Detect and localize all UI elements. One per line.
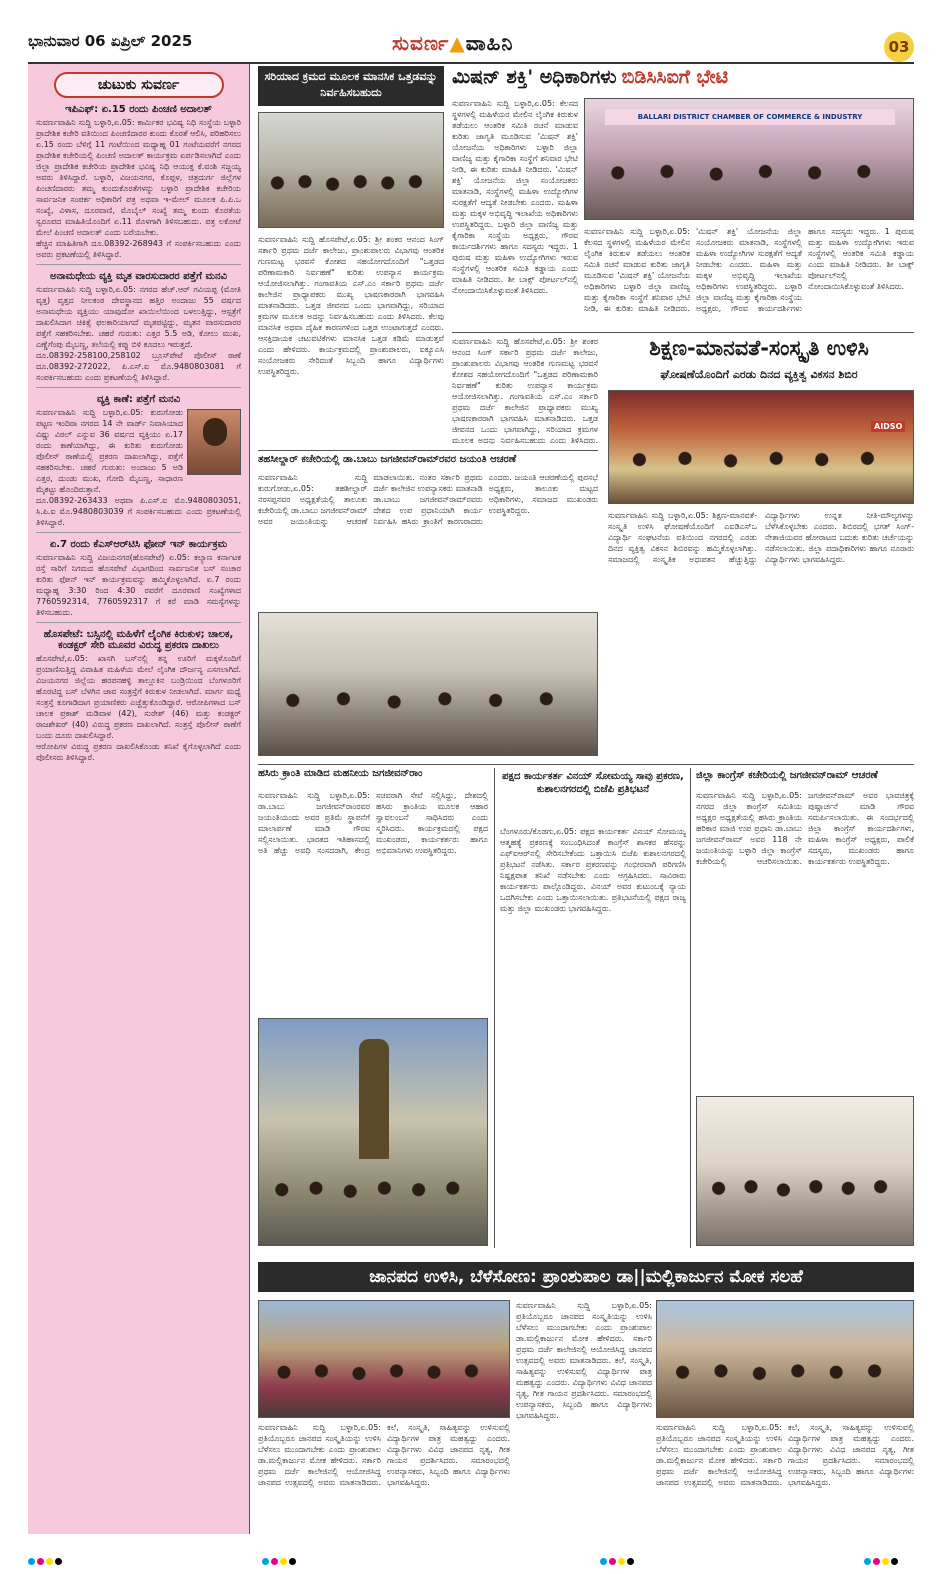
brief-contact: ಆರೋಪಿಗಳ ವಿರುದ್ಧ ಪ್ರಕರಣ ದಾಖಲಿಸಿಕೊಂಡು ತನಿಖೆ ಕೈಗೊಳ್ಳಲಾಗಿದೆ ಎಂದು ಪೊಲೀಸರು ತಿಳಿಸಿದ್ದಾರೆ. xyxy=(36,742,241,762)
shikshana-headline xyxy=(604,336,914,366)
sidebar-title: ಚುಟುಕು ಸುವರ್ಣ xyxy=(54,72,224,98)
statue-figure xyxy=(359,1039,389,1159)
mission-body-cont: ಸುವರ್ಣವಾಹಿನಿ ಸುದ್ದಿ ಹೊಸಪೇಟೆ,ಏ.05: ಶ್ರೀ ಶಂಕರ ಆನಂದ ಸಿಂಗ್ ಸರ್ಕಾರಿ ಪ್ರಥಮ ದರ್ಜೆ ಕಾಲೇಜು, ಪ್ರಾಂಶುಪಾಲರು ವಿಭಾಗವು ಆಂತರಿಕ ಗುಣಮಟ್ಟ ಭರವಸೆ ಕೋಶದ ಸಹಯೋಗದೊಂದಿಗೆ "ಒತ್ತಡದ ಪರಿಣಾಮಕಾರಿ ನಿರ್ವಹಣೆ" ಕುರಿತು ಉಪನ್ಯಾಸ ಕಾರ್ಯಕ್ರಮ ಆಯೋಜಿಸಲಾಗಿತ್ತು. ಗಂಗಾವತಿಯ ಎಸ್.ಎಂ ಸರ್ಕಾರಿ ಪ್ರಥಮ ದರ್ಜೆ ಕಾಲೇಜಿನ ಪ್ರಾಧ್ಯಾಪಕರು ಮುಖ್ಯ ಭಾಷಣಕಾರರಾಗಿ ಭಾಗವಹಿಸಿ ಮಾತನಾಡಿದರು. ಒತ್ತಡ ಜೀವನದ ಒಂದು ಭಾಗವಾಗಿದ್ದು, ಸರಿಯಾದ ಕ್ರಮಗಳ ಮೂಲಕ ಅದನ್ನು ನಿರ್ವಹಿಸಬಹುದು ಎಂದು ತಿಳಿಸಿದರು. xyxy=(452,337,598,444)
people-figures xyxy=(657,1353,913,1417)
brief-article xyxy=(36,271,241,383)
mission-photo-banner: BALLARI DISTRICT CHAMBER OF COMMERCE & INDUSTRY xyxy=(605,109,895,125)
brief-body: ಸುವರ್ಣವಾಹಿನಿ ಸುದ್ದಿ ಬಳ್ಳಾರಿ,ಏ.05: ಕಾರ್ಮಿಕರ ಭವಿಷ್ಯ ನಿಧಿ ಸಂಸ್ಥೆಯ ಬಳ್ಳಾರಿ ಪ್ರಾದೇಶಿಕ ಕಚೇರಿ ವತಿಯಿಂದ ಪಿಂಚಣಿದಾರರ ಕುಂದು ಕೊರತೆ ಆಲಿಸಿ, ಪರಿಹರಿಸಲು ಏ.15 ರಂದು ಬೆಳಿಗ್ಗೆ 11 ಗಂಟೆಯಿಂದ ಮಧ್ಯಾಹ್ನ 01 ಗಂಟೆಯವರೆಗೆ ನಗರದ ಪ್ರಾದೇಶಿಕ ಕಚೇರಿಯಲ್ಲಿ ಪಿಂಚಣಿ ಅದಾಲತ್ ಕಾರ್ಯಕ್ರಮ ಏರ್ಪಡಿಸಲಾಗಿದೆ ಎಂದು ಜಿಲ್ಲಾ ಪ್ರಾದೇಶಿಕ ಕಚೇರಿಯ ಪ್ರಾದೇಶಿಕ ಭವಿಷ್ಯ ನಿಧಿ ಆಯುಕ್ತ ಕೆ.ವಂಶಿ ಸಜ್ಜಯ್ಯ ಅವರು ತಿಳಿಸಿದ್ದಾರೆ. ಬಳ್ಳಾರಿ, ವಿಜಯನಗರ, ಕೊಪ್ಪಳ, ಚಿತ್ರದುರ್ಗ ಜಿಲ್ಲೆಗಳ ಪಿಂಚಣಿದಾರರು ತಮ್ಮ ಕುಂದುಕೊರತೆಗಳನ್ನು ಬಳ್ಳಾರಿ ಪ್ರಾದೇಶಿಕ ಕಚೇರಿಯ ಸಾರ್ವಜನಿಕ ಸಂಪರ್ಕ ಅಧಿಕಾರಿಗೆ ಪತ್ರ ಅಥವಾ ಇ-ಮೇಲ್ ಮೂಲಕ ಪಿ.ಪಿ.ಒ ಸಂಖ್ಯೆ, ವಿಳಾಸ, ದೂರವಾಣಿ, ಮೊಬೈಲ್ ಸಂಖ್ಯೆ ತಮ್ಮ ಕುಂದು ಕೊರತೆಯ ಸ್ವರೂಪದ ಮಾಹಿತಿಯೊಂದಿಗೆ ಏ.11 ರೊಳಗಾಗಿ ತಿಳಿಸಬಹುದು. ಪತ್ರ ಲಕೋಟೆ ಮೇಲೆ ಪಿಂಚಣಿ ಅದಾಲತ್ ಎಂದು ಬರೆಯಬೇಕು. xyxy=(36,118,241,237)
congress-headline: ಜಿಲ್ಲಾ ಕಾಂಗ್ರೆಸ್ ಕಚೇರಿಯಲ್ಲಿ ಜಗಜೀವನ್‌ರಾಮ್ ಆಚರಣೆ xyxy=(696,770,878,781)
hasiru-photo xyxy=(258,1018,488,1246)
people-figures xyxy=(259,164,443,227)
janapada-photo-2 xyxy=(656,1300,914,1418)
bjp-headline: ಪಕ್ಷದ ಕಾರ್ಯಕರ್ತ ವಿನಯ್ ಸೋಮಯ್ಯ ಸಾವು ಪ್ರಕರಣ, ಕುಶಾಲನಗರದಲ್ಲಿ ಬಿಜೆಪಿ ಪ್ರತಿಭಟನೆ xyxy=(502,771,684,795)
brief-divider xyxy=(36,264,241,265)
stress-photo xyxy=(258,112,444,228)
aidso-tag: AIDSO xyxy=(871,421,905,432)
tahasildar-headline: ತಹಸೀಲ್ದಾರ್ ಕಚೇರಿಯಲ್ಲಿ ಡಾ.ಬಾಬು ಜಗಜೀವನ್‌ರಾಮ್‌ರವರ ಜಯಂತಿ ಆಚರಣೆ xyxy=(258,450,598,468)
brief-headline: ಇಪಿಎಫ್: ಏ.15 ರಂದು ಪಿಂಚಣಿ ಅದಾಲತ್ xyxy=(65,104,212,115)
missing-person-photo xyxy=(187,409,241,475)
mission-headline-part1: ಮಿಷನ್ ಶಕ್ತಿ' ಅಧಿಕಾರಿಗಳು xyxy=(452,66,617,88)
brief-body: ಸುವರ್ಣವಾಹಿನಿ ಸುದ್ದಿ ವಿಜಯನಗರ(ಹೊಸಪೇಟೆ) ಏ.05: ಕಲ್ಯಾಣ ಕರ್ನಾಟಕ ರಸ್ತೆ ಸಾರಿಗೆ ನಿಗಮದ ಹೊಸಪೇಟೆ ವಿಭಾಗದಿಂದ ಸಾರ್ವಜನಿಕ ಬಸ್ ಸಂಚಾರ ಕುರಿತು ಫೋನ್ ಇನ್ ಕಾರ್ಯಕ್ರಮವನ್ನು ಹಮ್ಮಿಕೊಳ್ಳಲಾಗಿದೆ. ಏ.7 ರಂದು ಮಧ್ಯಾಹ್ನ 3:30 ರಿಂದ 4:30 ರವರೆಗೆ ದೂರವಾಣಿ ಸಂಖ್ಯೆಗಳಾದ 7760592314, 7760592317 ಗೆ ಕರೆ ಮಾಡಿ ಸಮಸ್ಯೆಗಳನ್ನು ತಿಳಿಸಬಹುದು. xyxy=(36,553,241,617)
janapada-headline: ಜಾನಪದ ಉಳಿಸಿ, ಬೆಳೆಸೋಣ: ಪ್ರಾಂಶುಪಾಲ ಡಾ||ಮಲ್ಲಿಕಾರ್ಜುನ ಮೋಕ ಸಲಹೆ xyxy=(258,1262,914,1292)
brief-divider xyxy=(36,532,241,533)
people-figures xyxy=(259,677,597,755)
mission-headline xyxy=(452,66,914,96)
mission-headline-part2: ಬಿಡಿಸಿಸಿಐಗೆ ಭೇಟಿ xyxy=(621,66,729,88)
brief-headline: ಅನಾಮಧೇಯ ವ್ಯಕ್ತಿ ಮೃತ ವಾರಸುದಾರರ ಪತ್ತೆಗೆ ಮನವಿ xyxy=(50,271,227,282)
mission-body-2: ಸುವರ್ಣವಾಹಿನಿ ಸುದ್ದಿ ಬಳ್ಳಾರಿ,ಏ.05: ಕೆಲಸದ ಸ್ಥಳಗಳಲ್ಲಿ ಮಹಿಳೆಯರ ಮೇಲಿನ ಲೈಂಗಿಕ ಕಿರುಕುಳ ತಡೆಯಲು ಆಂತರಿಕ ಸಮಿತಿ ರಚನೆ ಮಾಡುವ ಕುರಿತು ಜಾಗೃತಿ ಮೂಡಿಸುವ 'ಮಿಷನ್ ಶಕ್ತಿ' ಯೋಜನೆಯ ಅಧಿಕಾರಿಗಳು ಬಳ್ಳಾರಿ ಜಿಲ್ಲಾ ವಾಣಿಜ್ಯ ಮತ್ತು ಕೈಗಾರಿಕಾ ಸಂಸ್ಥೆಗೆ ಶನಿವಾರ ಭೇಟಿ ನೀಡಿ, ಈ ಕುರಿತು ಮಾಹಿತಿ ನೀಡಿದರು. 'ಮಿಷನ್ ಶಕ್ತಿ' ಯೋಜನೆಯ ಜಿಲ್ಲಾ ಸಂಯೋಜಕರು ಮಾತನಾಡಿ, ಸಂಸ್ಥೆಗಳಲ್ಲಿ ಮಹಿಳಾ ಉದ್ಯೋಗಿಗಳ ಸುರಕ್ಷತೆಗೆ ಆದ್ಯತೆ ನೀಡಬೇಕು ಎಂದರು. ಮಹಿಳಾ ಮತ್ತು ಮಕ್ಕಳ ಅಭಿವೃದ್ಧಿ ಇಲಾಖೆಯ ಅಧಿಕಾರಿಗಳು ಉಪಸ್ಥಿತರಿದ್ದರು. ಬಳ್ಳಾರಿ ಜಿಲ್ಲಾ ವಾಣಿಜ್ಯ ಮತ್ತು ಕೈಗಾರಿಕಾ ಸಂಸ್ಥೆಯ ಅಧ್ಯಕ್ಷರು, ಗೌರವ ಕಾರ್ಯದರ್ಶಿಗಳು ಹಾಗೂ ಸದಸ್ಯರು ಇದ್ದರು. 1 ಪುರುಷ ಮತ್ತು ಮಹಿಳಾ ಉದ್ಯೋಗಿಗಳು ಇರುವ ಸಂಸ್ಥೆಗಳಲ್ಲಿ ಆಂತರಿಕ ಸಮಿತಿ ಕಡ್ಡಾಯ ಎಂದು ಮಾಹಿತಿ ನೀಡಿದರು. ಶೀ ಬಾಕ್ಸ್ ಪೋರ್ಟಲ್‌ನಲ್ಲಿ ನೋಂದಾಯಿಸಿಕೊಳ್ಳುವಂತೆ ತಿಳಿಸಿದರು. xyxy=(584,227,914,313)
print-registration-marks xyxy=(600,1550,636,1560)
shikshana-body: ಸುವರ್ಣವಾಹಿನಿ ಸುದ್ದಿ ಬಳ್ಳಾರಿ,ಏ.05: ಶಿಕ್ಷಣ-ಮಾನವತೆ-ಸಂಸ್ಕೃತಿ ಉಳಿಸಿ ಘೋಷಣೆಯೊಂದಿಗೆ ಎಐಡಿಎಸ್‌ಒ ವಿದ್ಯಾರ್ಥಿ ಸಂಘಟನೆಯ ವತಿಯಿಂದ ನಗರದಲ್ಲಿ ಎರಡು ದಿನದ ವ್ಯಕ್ತಿತ್ವ ವಿಕಸನ ಶಿಬಿರವನ್ನು ಹಮ್ಮಿಕೊಳ್ಳಲಾಗಿತ್ತು. ಸಮಾಜದಲ್ಲಿ ಸಂಸ್ಕೃತಿಕ ಅಧಃಪತನ ಹೆಚ್ಚುತ್ತಿದ್ದು ವಿದ್ಯಾರ್ಥಿಗಳು ಉನ್ನತ ನೀತಿ-ಮೌಲ್ಯಗಳನ್ನು ಬೆಳೆಸಿಕೊಳ್ಳಬೇಕು ಎಂದರು. ಶಿಬಿರದಲ್ಲಿ ಭಗತ್ ಸಿಂಗ್-ನೇತಾಜಿಯವರ ಹೋರಾಟದ ಬದುಕು ಕುರಿತು ಚರ್ಚೆಯನ್ನು ನಡೆಸಲಾಯಿತು. ಜಿಲ್ಲಾ ಪದಾಧಿಕಾರಿಗಳು ಹಾಗೂ ನೂರಾರು ವಿದ್ಯಾರ್ಥಿಗಳು ಭಾಗವಹಿಸಿದ್ದರು. xyxy=(608,511,914,564)
janapada-body-3: ಸುವರ್ಣವಾಹಿನಿ ಸುದ್ದಿ ಬಳ್ಳಾರಿ,ಏ.05: ಪ್ರತಿಯೊಬ್ಬರೂ ಜಾನಪದ ಸಂಸ್ಕೃತಿಯನ್ನು ಉಳಿಸಿ ಬೆಳೆಸಲು ಮುಂದಾಗಬೇಕು ಎಂದು ಪ್ರಾಂಶುಪಾಲ ಡಾ.ಮಲ್ಲಿಕಾರ್ಜುನ ಮೋಕ ಹೇಳಿದರು. ಸರ್ಕಾರಿ ಪ್ರಥಮ ದರ್ಜೆ ಕಾಲೇಜಿನಲ್ಲಿ ಆಯೋಜಿಸಿದ್ದ ಜಾನಪದ ಉತ್ಸವದಲ್ಲಿ ಅವರು ಮಾತನಾಡಿದರು. ಕಲೆ, ಸಂಸ್ಕೃತಿ, ಸಾಹಿತ್ಯವನ್ನು ಉಳಿಸುವಲ್ಲಿ ವಿದ್ಯಾರ್ಥಿಗಳ ಪಾತ್ರ ಮಹತ್ವದ್ದು ಎಂದರು. ವಿದ್ಯಾರ್ಥಿಗಳು ವಿವಿಧ ಜಾನಪದ ನೃತ್ಯ, ಗೀತ ಗಾಯನ ಪ್ರದರ್ಶಿಸಿದರು. ಸಮಾರಂಭದಲ್ಲಿ ಉಪನ್ಯಾಸಕರು, ಸಿಬ್ಬಂದಿ ಹಾಗೂ ವಿದ್ಯಾರ್ಥಿಗಳು ಭಾಗವಹಿಸಿದ್ದರು. xyxy=(656,1423,914,1487)
shikshana-title: ಶಿಕ್ಷಣ-ಮಾನವತೆ-ಸಂಸ್ಕೃತಿ ಉಳಿಸಿ xyxy=(649,336,869,360)
bjp-body: ಬೆಂಗಳೂರು/ಕೊಡಗು,ಏ.05: ಪಕ್ಷದ ಕಾರ್ಯಕರ್ತ ವಿನಯ್ ಸೋಮಯ್ಯ ಆತ್ಮಹತ್ಯೆ ಪ್ರಕರಣಕ್ಕೆ ಸಂಬಂಧಿಸಿದಂತೆ ಕಾಂಗ್ರೆಸ್ ಶಾಸಕರ ಹೆಸರನ್ನು ಎಫ್‌ಐಆರ್‌ನಲ್ಲಿ ಸೇರಿಸಬೇಕೆಂದು ಒತ್ತಾಯಿಸಿ ಬಿಜೆಪಿ ಕುಶಾಲನಗರದಲ್ಲಿ ಪ್ರತಿಭಟನೆ ನಡೆಸಿತು. ಸರ್ಕಾರ ಪ್ರಕರಣವನ್ನು ಗಂಭೀರವಾಗಿ ಪರಿಗಣಿಸಿ ನಿಷ್ಪಕ್ಷಪಾತ ತನಿಖೆ ನಡೆಸಬೇಕು ಎಂದು ಆಗ್ರಹಿಸಿದರು. ಸಾವಿರಾರು ಕಾರ್ಯಕರ್ತರು ಪಾಲ್ಗೊಂಡಿದ್ದರು. ವಿನಯ್ ಅವರ ಕುಟುಂಬಕ್ಕೆ ನ್ಯಾಯ ಒದಗಿಸಬೇಕು ಎಂದು ಒತ್ತಾಯಿಸಲಾಯಿತು. ಪ್ರತಿಭಟನೆಯಲ್ಲಿ ಪಕ್ಷದ ರಾಜ್ಯ ಮತ್ತು ಜಿಲ್ಲಾ ಮುಖಂಡರು ಭಾಗವಹಿಸಿದ್ದರು. xyxy=(500,827,686,913)
brand-part2: ವಾಹಿನಿ xyxy=(465,31,514,55)
congress-body: ಸುವರ್ಣವಾಹಿನಿ ಸುದ್ದಿ ಬಳ್ಳಾರಿ,ಏ.05: ನಗರದ ಜಿಲ್ಲಾ ಕಾಂಗ್ರೆಸ್ ಸಮಿತಿಯ ಅಧ್ಯಕ್ಷರ ಅಧ್ಯಕ್ಷತೆಯಲ್ಲಿ ಹಸಿರು ಕ್ರಾಂತಿಯ ಹರಿಕಾರ ಮಾಜಿ ಉಪ ಪ್ರಧಾನಿ ಡಾ.ಬಾಬು ಜಗಜೀವನ್‌ರಾಮ್ ಅವರ 118 ನೇ ಜಯಂತಿಯನ್ನು ಬಳ್ಳಾರಿ ಜಿಲ್ಲಾ ಕಾಂಗ್ರೆಸ್ ಕಚೇರಿಯಲ್ಲಿ ಆಚರಿಸಲಾಯಿತು. ಜಗಜೀವನ್‌ರಾಮ್ ಅವರ ಭಾವಚಿತ್ರಕ್ಕೆ ಪುಷ್ಪಾರ್ಚನೆ ಮಾಡಿ ಗೌರವ ಸಮರ್ಪಿಸಲಾಯಿತು. ಈ ಸಂದರ್ಭದಲ್ಲಿ ಜಿಲ್ಲಾ ಕಾಂಗ್ರೆಸ್ ಕಾರ್ಯದರ್ಶಿಗಳು, ಮಹಿಳಾ ಕಾಂಗ್ರೆಸ್ ಅಧ್ಯಕ್ಷರು, ಪಾಲಿಕೆ ಸದಸ್ಯರು, ಮುಖಂಡರು ಹಾಗೂ ಕಾರ್ಯಕರ್ತರು ಉಪಸ್ಥಿತರಿದ್ದರು. xyxy=(696,791,914,866)
stress-headline: ಸರಿಯಾದ ಕ್ರಮದ ಮೂಲಕ ಮಾನಸಿಕ ಒತ್ತಡವನ್ನು ನಿರ್ವಹಿಸಬಹುದು xyxy=(258,66,444,106)
masthead xyxy=(0,0,945,62)
hasiru-headline: ಹಸಿರು ಕ್ರಾಂತಿ ಮಾಡಿದ ಮಹನೀಯ ಜಗಜೀವನ್‌ರಾಂ xyxy=(258,768,423,779)
brief-divider xyxy=(36,622,241,623)
brief-article xyxy=(36,629,241,763)
section-rule xyxy=(452,332,914,333)
brief-headline: ವ್ಯಕ್ತಿ ಕಾಣೆ: ಪತ್ತೆಗೆ ಮನವಿ xyxy=(96,394,181,405)
brief-divider xyxy=(36,387,241,388)
brand-part1: ಸುವರ್ಣ xyxy=(392,31,450,55)
brief-headline: ಏ.7 ರಂದು ಕೆಎಸ್‌ಆರ್‌ಟಿಸಿ ಫೋನ್ ಇನ್ ಕಾರ್ಯಕ್ರಮ xyxy=(49,539,228,550)
people-figures xyxy=(609,441,913,503)
shikshana-subheadline: ಘೋಷಣೆಯೊಂದಿಗೆ ಎರಡು ದಿನದ ವ್ಯಕ್ತಿತ್ವ ವಿಕಸನ ಶಿಬಿರ xyxy=(660,368,858,381)
mission-photo xyxy=(584,98,914,220)
brief-article xyxy=(36,104,241,260)
sidebar-briefs xyxy=(28,64,250,1534)
brief-contact: ದೂ.08392-263433 ಅಥವಾ ಪಿ.ಎಸ್.ಐ ಮೊ.9480803051, ಸಿ.ಪಿ.ಐ ಮೊ.9480803039 ಗೆ ಸಂಪರ್ಕಿಸಬಹುದು ಎಂದು ಪ್ರಕಟಣೆಯಲ್ಲಿ ತಿಳಿಸಿದ್ದಾರೆ. xyxy=(36,496,241,527)
brief-contact: ಹೆಚ್ಚಿನ ಮಾಹಿತಿಗಾಗಿ ದೂ.08392-268943 ಗೆ ಸಂಪರ್ಕಿಸಬಹುದು ಎಂದು ಅವರು ಪ್ರಕಟಣೆಯಲ್ಲಿ ತಿಳಿಸಿದ್ದಾರೆ. xyxy=(36,239,241,259)
people-figures xyxy=(259,1166,487,1245)
hasiru-body: ಸುವರ್ಣವಾಹಿನಿ ಸುದ್ದಿ ಬಳ್ಳಾರಿ,ಏ.05: ಡಾ.ಬಾಬು ಜಗಜೀವನ್‌ರಾಂರವರ ಜಯಂತಿಯಂದು ಅವರ ಪ್ರತಿಮೆ ಸ್ಥಾಪನೆಗೆ ಮಾಲಾರ್ಪಣೆ ಮಾಡಿ ಗೌರವ ಸಲ್ಲಿಸಲಾಯಿತು. ಭಾರತದ ಇತಿಹಾಸದಲ್ಲಿ ಅತಿ ಹೆಚ್ಚು ಅವಧಿ ಸಂಸದರಾಗಿ, ಕೇಂದ್ರ ಸಚಿವರಾಗಿ ಸೇವೆ ಸಲ್ಲಿಸಿದ್ದು, ದೇಶದಲ್ಲಿ ಹಸಿರು ಕ್ರಾಂತಿಯ ಮೂಲಕ ಆಹಾರ ಸ್ವಾವಲಂಬನೆ ಸಾಧಿಸಿದರು ಎಂದು ಸ್ಮರಿಸಿದರು. ಕಾರ್ಯಕ್ರಮದಲ್ಲಿ ಪಕ್ಷದ ಮುಖಂಡರು, ಕಾರ್ಯಕರ್ತರು ಹಾಗೂ ಅಭಿಮಾನಿಗಳು ಉಪಸ್ಥಿತರಿದ್ದರು. xyxy=(258,791,488,855)
print-registration-marks xyxy=(262,1550,298,1560)
brand-logo xyxy=(392,31,514,55)
brief-body: ಸುವರ್ಣವಾಹಿನಿ ಸುದ್ದಿ ಬಳ್ಳಾರಿ,ಏ.05: ನಗರದ ಹೆಚ್.ಆರ್ ಗವಿಯಪ್ಪ (ಮೋತಿ ವೃತ್ತ) ವೃತ್ತದ ನೀಲಕಂಠ ದೇವಸ್ಥಾನದ ಹತ್ತಿರ ಅಂದಾಜು 55 ವರ್ಷದ ಅನಾಮಧೇಯ ವ್ಯಕ್ತಿಯು ಯಾವುದೋ ಖಾಯಿಲೆಯಿಂದ ಬಳಲುತ್ತಿದ್ದು, ಆಸ್ಪತ್ರೆಗೆ ದಾಖಲಿಸಿದಾಗ ಚಿಕಿತ್ಸೆ ಫಲಕಾರಿಯಾಗದೆ ಮೃತಪಟ್ಟಿದ್ದು, ಮೃತನ ವಾರಸುದಾರರ ಪತ್ತೆಗೆ ಸಹಕರಿಸಬೇಕು. ಚಹರೆ ಗುರುತು: ಎತ್ತರ 5.5 ಅಡಿ, ಕೋಲು ಮುಖ, ಎಣ್ಣೆಗೆಂಪು ಮೈಬಣ್ಣ, ತಲೆಯಲ್ಲಿ ಕಪ್ಪು ಬಿಳಿ ಕೂದಲು ಇರುತ್ತದೆ. xyxy=(36,285,241,349)
column-rule xyxy=(494,768,495,1248)
people-figures xyxy=(259,1353,509,1417)
print-registration-marks xyxy=(28,1550,64,1560)
sidebar-articles xyxy=(36,104,241,763)
janapada-photo-1 xyxy=(258,1300,510,1418)
tahasildar-photo xyxy=(258,612,598,756)
people-figures xyxy=(585,153,913,219)
janapada-body-2: ಸುವರ್ಣವಾಹಿನಿ ಸುದ್ದಿ ಬಳ್ಳಾರಿ,ಏ.05: ಪ್ರತಿಯೊಬ್ಬರೂ ಜಾನಪದ ಸಂಸ್ಕೃತಿಯನ್ನು ಉಳಿಸಿ ಬೆಳೆಸಲು ಮುಂದಾಗಬೇಕು ಎಂದು ಪ್ರಾಂಶುಪಾಲ ಡಾ.ಮಲ್ಲಿಕಾರ್ಜುನ ಮೋಕ ಹೇಳಿದರು. ಸರ್ಕಾರಿ ಪ್ರಥಮ ದರ್ಜೆ ಕಾಲೇಜಿನಲ್ಲಿ ಆಯೋಜಿಸಿದ್ದ ಜಾನಪದ ಉತ್ಸವದಲ್ಲಿ ಅವರು ಮಾತನಾಡಿದರು. ಕಲೆ, ಸಂಸ್ಕೃತಿ, ಸಾಹಿತ್ಯವನ್ನು ಉಳಿಸುವಲ್ಲಿ ವಿದ್ಯಾರ್ಥಿಗಳ ಪಾತ್ರ ಮಹತ್ವದ್ದು ಎಂದರು. ವಿದ್ಯಾರ್ಥಿಗಳು ವಿವಿಧ ಜಾನಪದ ನೃತ್ಯ, ಗೀತ ಗಾಯನ ಪ್ರದರ್ಶಿಸಿದರು. ಸಮಾರಂಭದಲ್ಲಿ ಉಪನ್ಯಾಸಕರು, ಸಿಬ್ಬಂದಿ ಹಾಗೂ ವಿದ್ಯಾರ್ಥಿಗಳು ಭಾಗವಹಿಸಿದ್ದರು. xyxy=(258,1423,510,1487)
brief-body: ಹೊಸಪೇಟೆ,ಏ.05: ಖಾಸಗಿ ಬಸ್‌ನಲ್ಲಿ ತನ್ನ ಊರಿಗೆ ಮಕ್ಕಳೊಂದಿಗೆ ಪ್ರಯಾಣಿಸುತ್ತಿದ್ದ ವಿವಾಹಿತ ಮಹಿಳೆಯ ಮೇಲೆ ಲೈಂಗಿಕ ದೌರ್ಜನ್ಯ ಎಸಗಲಾಗಿದೆ. ವಿಜಯನಗರ ಜಿಲ್ಲೆಯ ಹರಪನಹಳ್ಳಿ ತಾಲ್ಲೂಕಿನ ಬಂಡ್ರಿಯಿಂದ ಬೆಂಗಳೂರಿಗೆ ಹೊರಟಿದ್ದ ಬಸ್ ಬೆಳಗಿನ ಜಾವ ಸಂತ್ರಸ್ತೆಗೆ ಕಿರುಕುಳ ನೀಡಲಾಗಿದೆ. ಮಾರ್ಗ ಮಧ್ಯೆ ಸಂತ್ರಸ್ತೆ ಕೂಗಾಡಿದಾಗ ಪ್ರಯಾಣಿಕರು ಎಚ್ಚೆತ್ತುಕೊಂಡಿದ್ದಾರೆ. ಆರೋಪಿಗಳಾದ ಬಸ್ ಚಾಲಕ ಪ್ರಕಾಶ್ ಮಡಿವಾಳ (42), ಸುರೇಶ್ (46) ಮತ್ತು ಕಂಡಕ್ಟರ್ ರಾಜಶೇಖರ್ (40) ವಿರುದ್ಧ ಪ್ರಕರಣ ದಾಖಲಾಗಿದೆ. ಸಂತ್ರಸ್ತೆ ಪೊಲೀಸ್ ಠಾಣೆಗೆ ಬಂದು ದೂರು ದಾಖಲಿಸಿದ್ದಾರೆ. xyxy=(36,654,241,740)
mission-body-1: ಸುವರ್ಣವಾಹಿನಿ ಸುದ್ದಿ ಬಳ್ಳಾರಿ,ಏ.05: ಕೆಲಸದ ಸ್ಥಳಗಳಲ್ಲಿ ಮಹಿಳೆಯರ ಮೇಲಿನ ಲೈಂಗಿಕ ಕಿರುಕುಳ ತಡೆಯಲು ಆಂತರಿಕ ಸಮಿತಿ ರಚನೆ ಮಾಡುವ ಕುರಿತು ಜಾಗೃತಿ ಮೂಡಿಸುವ 'ಮಿಷನ್ ಶಕ್ತಿ' ಯೋಜನೆಯ ಅಧಿಕಾರಿಗಳು ಬಳ್ಳಾರಿ ಜಿಲ್ಲಾ ವಾಣಿಜ್ಯ ಮತ್ತು ಕೈಗಾರಿಕಾ ಸಂಸ್ಥೆಗೆ ಶನಿವಾರ ಭೇಟಿ ನೀಡಿ, ಈ ಕುರಿತು ಮಾಹಿತಿ ನೀಡಿದರು. 'ಮಿಷನ್ ಶಕ್ತಿ' ಯೋಜನೆಯ ಜಿಲ್ಲಾ ಸಂಯೋಜಕರು ಮಾತನಾಡಿ, ಸಂಸ್ಥೆಗಳಲ್ಲಿ ಮಹಿಳಾ ಉದ್ಯೋಗಿಗಳ ಸುರಕ್ಷತೆಗೆ ಆದ್ಯತೆ ನೀಡಬೇಕು ಎಂದರು. ಮಹಿಳಾ ಮತ್ತು ಮಕ್ಕಳ ಅಭಿವೃದ್ಧಿ ಇಲಾಖೆಯ ಅಧಿಕಾರಿಗಳು ಉಪಸ್ಥಿತರಿದ್ದರು. ಬಳ್ಳಾರಿ ಜಿಲ್ಲಾ ವಾಣಿಜ್ಯ ಮತ್ತು ಕೈಗಾರಿಕಾ ಸಂಸ್ಥೆಯ ಅಧ್ಯಕ್ಷರು, ಗೌರವ ಕಾರ್ಯದರ್ಶಿಗಳು ಹಾಗೂ ಸದಸ್ಯರು ಇದ್ದರು. 1 ಪುರುಷ ಮತ್ತು ಮಹಿಳಾ ಉದ್ಯೋಗಿಗಳು ಇರುವ ಸಂಸ್ಥೆಗಳಲ್ಲಿ ಆಂತರಿಕ ಸಮಿತಿ ಕಡ್ಡಾಯ ಎಂದು ಮಾಹಿತಿ ನೀಡಿದರು. ಶೀ ಬಾಕ್ಸ್ ಪೋರ್ಟಲ್‌ನಲ್ಲಿ ನೋಂದಾಯಿಸಿಕೊಳ್ಳುವಂತೆ ತಿಳಿಸಿದರು. xyxy=(452,99,578,295)
people-figures xyxy=(697,1164,913,1245)
section-rule xyxy=(258,764,914,765)
stress-body: ಸುವರ್ಣವಾಹಿನಿ ಸುದ್ದಿ ಹೊಸಪೇಟೆ,ಏ.05: ಶ್ರೀ ಶಂಕರ ಆನಂದ ಸಿಂಗ್ ಸರ್ಕಾರಿ ಪ್ರಥಮ ದರ್ಜೆ ಕಾಲೇಜು, ಪ್ರಾಂಶುಪಾಲರು ವಿಭಾಗವು ಆಂತರಿಕ ಗುಣಮಟ್ಟ ಭರವಸೆ ಕೋಶದ ಸಹಯೋಗದೊಂದಿಗೆ "ಒತ್ತಡದ ಪರಿಣಾಮಕಾರಿ ನಿರ್ವಹಣೆ" ಕುರಿತು ಉಪನ್ಯಾಸ ಕಾರ್ಯಕ್ರಮ ಆಯೋಜಿಸಲಾಗಿತ್ತು. ಗಂಗಾವತಿಯ ಎಸ್.ಎಂ ಸರ್ಕಾರಿ ಪ್ರಥಮ ದರ್ಜೆ ಕಾಲೇಜಿನ ಪ್ರಾಧ್ಯಾಪಕರು ಮುಖ್ಯ ಭಾಷಣಕಾರರಾಗಿ ಭಾಗವಹಿಸಿ ಮಾತನಾಡಿದರು. ಒತ್ತಡ ಜೀವನದ ಒಂದು ಭಾಗವಾಗಿದ್ದು, ಸರಿಯಾದ ಕ್ರಮಗಳ ಮೂಲಕ ಅದನ್ನು ನಿರ್ವಹಿಸಬಹುದು ಎಂದು ತಿಳಿಸಿದರು. ಕೆಲವು ಮಾನಸಿಕ ಅಥವಾ ದೈಹಿಕ ಕಾರಣಗಳಿಂದ ಒತ್ತಡ ಉಂಟಾಗುತ್ತದೆ ಎಂದರು. ಆಸಕ್ತಿದಾಯಕ ಚಟುವಟಿಕೆಗಳು ಮಾನಸಿಕ ಒತ್ತಡ ಕಡಿಮೆ ಮಾಡುತ್ತವೆ ಎಂದು ಹೇಳಿದರು. ಕಾರ್ಯಕ್ರಮದಲ್ಲಿ ಪ್ರಾಂಶುಪಾಲರು, ಐಕ್ಯೂಎಸಿ ಸಂಯೋಜಕರು ಸೇರಿದಂತೆ ಸಿಬ್ಬಂದಿ ಹಾಗೂ ವಿದ್ಯಾರ್ಥಿಗಳು ಉಪಸ್ಥಿತರಿದ್ದರು. xyxy=(258,235,444,376)
flame-icon: ▲ xyxy=(449,31,466,55)
brief-headline: ಹೊಸಪೇಟೆ: ಬಸ್ಸಿನಲ್ಲಿ ಮಹಿಳೆಗೆ ಲೈಂಗಿಕ ಕಿರುಕುಳ; ಚಾಲಕ, ಕಂಡಕ್ಟರ್ ಸೇರಿ ಮೂವರ ವಿರುದ್ಧ ಪ್ರಕರಣ ದಾಖಲು xyxy=(43,629,234,651)
page-number: 03 xyxy=(884,32,914,62)
janapada-body-1: ಸುವರ್ಣವಾಹಿನಿ ಸುದ್ದಿ ಬಳ್ಳಾರಿ,ಏ.05: ಪ್ರತಿಯೊಬ್ಬರೂ ಜಾನಪದ ಸಂಸ್ಕೃತಿಯನ್ನು ಉಳಿಸಿ ಬೆಳೆಸಲು ಮುಂದಾಗಬೇಕು ಎಂದು ಪ್ರಾಂಶುಪಾಲ ಡಾ.ಮಲ್ಲಿಕಾರ್ಜುನ ಮೋಕ ಹೇಳಿದರು. ಸರ್ಕಾರಿ ಪ್ರಥಮ ದರ್ಜೆ ಕಾಲೇಜಿನಲ್ಲಿ ಆಯೋಜಿಸಿದ್ದ ಜಾನಪದ ಉತ್ಸವದಲ್ಲಿ ಅವರು ಮಾತನಾಡಿದರು. ಕಲೆ, ಸಂಸ್ಕೃತಿ, ಸಾಹಿತ್ಯವನ್ನು ಉಳಿಸುವಲ್ಲಿ ವಿದ್ಯಾರ್ಥಿಗಳ ಪಾತ್ರ ಮಹತ್ವದ್ದು ಎಂದರು. ವಿದ್ಯಾರ್ಥಿಗಳು ವಿವಿಧ ಜಾನಪದ ನೃತ್ಯ, ಗೀತ ಗಾಯನ ಪ್ರದರ್ಶಿಸಿದರು. ಸಮಾರಂಭದಲ್ಲಿ ಉಪನ್ಯಾಸಕರು, ಸಿಬ್ಬಂದಿ ಹಾಗೂ ವಿದ್ಯಾರ್ಥಿಗಳು ಭಾಗವಹಿಸಿದ್ದರು. xyxy=(516,1301,652,1420)
congress-photo xyxy=(696,1096,914,1246)
column-rule xyxy=(690,768,691,1248)
brief-article xyxy=(36,539,241,618)
brief-body: ಸುವರ್ಣವಾಹಿನಿ ಸುದ್ದಿ ಬಳ್ಳಾರಿ,ಏ.05: ಕುರುಗೋಡು ಪಟ್ಟಣ ಇಂದಿರಾ ನಗರದ 14 ನೇ ವಾರ್ಡ್ ನಿವಾಸಿಯಾದ ವಿಷ್ಣು ವಿಠಲ್ ಎನ್ನುವ 36 ವರ್ಷದ ವ್ಯಕ್ತಿಯು ಏ.17 ರಂದು ಕಾಣೆಯಾಗಿದ್ದು, ಈ ಕುರಿತು ಕುರುಗೋಡು ಪೊಲೀಸ್ ಠಾಣೆಯಲ್ಲಿ ಪ್ರಕರಣ ದಾಖಲಾಗಿದ್ದು, ಪತ್ತೆಗೆ ಸಹಕರಿಸಬೇಕು. ಚಹರೆ ಗುರುತು: ಅಂದಾಜು 5 ಅಡಿ ಎತ್ತರ, ದುಂಡು ಮುಖ, ಗೋದಿ ಮೈಬಣ್ಣ, ಸಾಧಾರಣ ಮೈಕಟ್ಟು ಹೊಂದಿರುತ್ತಾನೆ. xyxy=(36,408,183,494)
shikshana-photo xyxy=(608,390,914,504)
brief-article xyxy=(36,394,241,528)
issue-date: ಭಾನುವಾರ 06 ಏಪ್ರಿಲ್ 2025 xyxy=(28,32,193,50)
print-registration-marks xyxy=(864,1550,900,1560)
brief-contact: ದೂ.08392-258100,258102 ಬ್ರೂಸ್‌ಪೇಟೆ ಪೊಲೀಸ್ ಠಾಣೆ ದೂ.08392-272022, ಪಿ.ಎಸ್.ಐ ಮೊ.9480803081 ಗೆ ಸಂಪರ್ಕಿಸಬಹುದು ಎಂದು ಪ್ರಕಟಣೆಯಲ್ಲಿ ತಿಳಿಸಿದ್ದಾರೆ. xyxy=(36,351,241,382)
tahasildar-body: ಸುವರ್ಣವಾಹಿನಿ ಸುದ್ದಿ ಕುರುಗೋಡು,ಏ.05: ತಹಶೀಲ್ದಾರ್ ನರಸಪ್ಪನವರ ಅಧ್ಯಕ್ಷತೆಯಲ್ಲಿ ತಾಲೂಕು ಕಚೇರಿಯಲ್ಲಿ ಡಾ.ಬಾಬು ಜಗಜೀವನ್‌ರಾಮ್ ಅವರ ಜಯಂತಿಯನ್ನು ಆಚರಣೆ ಮಾಡಲಾಯಿತು. ನಂತರ ಸರ್ಕಾರಿ ಪ್ರಥಮ ದರ್ಜೆ ಕಾಲೇಜಿನ ಉಪನ್ಯಾಸಕರು ಮಾತನಾಡಿ ಡಾ.ಬಾಬು ಜಗಜೀವನ್‌ರಾಮ್‌ರವರು ದೇಶದ ಉಪ ಪ್ರಧಾನಿಯಾಗಿ ಕಾರ್ಯ ನಿರ್ವಹಿಸಿ ಹಸಿರು ಕ್ರಾಂತಿಗೆ ಕಾರಣರಾದರು ಎಂದರು. ಜಯಂತಿ ಆಚರಣೆಯಲ್ಲಿ ಪುರಸಭೆ ಅಧ್ಯಕ್ಷರು, ತಾಲೂಕು ಮಟ್ಟದ ಅಧಿಕಾರಿಗಳು, ಸಮಾಜದ ಮುಖಂಡರು ಉಪಸ್ಥಿತರಿದ್ದರು. xyxy=(258,473,598,526)
